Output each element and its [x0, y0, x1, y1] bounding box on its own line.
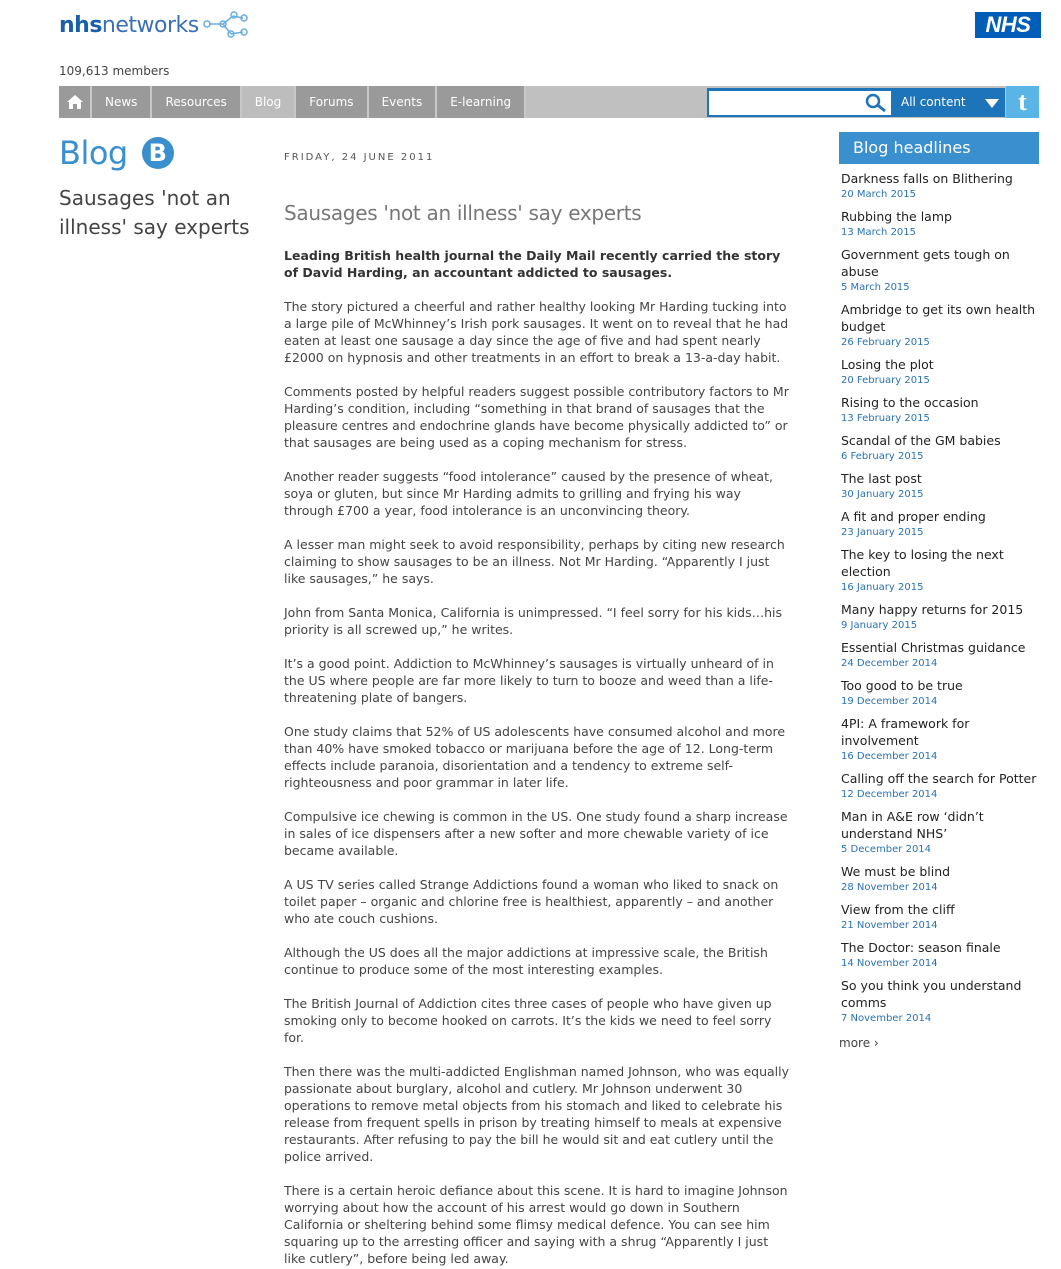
headline-link[interactable]: Ambridge to get its own health budget: [841, 302, 1036, 334]
list-item: [841, 470, 1039, 503]
search-button[interactable]: [861, 91, 891, 115]
blog-icon: B: [142, 137, 174, 169]
headline-link[interactable]: Scandal of the GM babies: [841, 433, 1001, 448]
post-paragraph: Comments posted by helpful readers suggest possible contributory factors to Mr Harding’s condition, including “something in that brand of sausages that the pleasure centres and endochrine glands have become physically addicted to” or that sausages are being used as a coping mechanism for stress.: [284, 384, 789, 450]
post-paragraph: A US TV series called Strange Addictions found a woman who liked to snack on toilet paper – organic and chlorine free is healthiest, apparently – and another who ate couch cushions.: [284, 877, 779, 926]
article: [284, 150, 792, 1267]
headline-date: 16 January 2015: [841, 582, 924, 593]
list-item: [841, 246, 1039, 296]
list-item: [841, 808, 1039, 858]
headline-link[interactable]: Calling off the search for Potter: [841, 771, 1037, 786]
headline-date: 23 January 2015: [841, 527, 924, 538]
post-paragraph: Although the US does all the major addictions at impressive scale, the British continue to produce some of the most interesting examples.: [284, 945, 768, 977]
headline-link[interactable]: Rubbing the lamp: [841, 209, 952, 224]
list-item: [841, 508, 1039, 541]
nav-news[interactable]: News: [92, 86, 150, 118]
search-scope-select[interactable]: [891, 90, 1003, 115]
headline-date: 12 December 2014: [841, 789, 938, 800]
headline-link[interactable]: Darkness falls on Blithering: [841, 171, 1013, 186]
headline-date: 26 February 2015: [841, 337, 930, 348]
headline-link[interactable]: We must be blind: [841, 864, 951, 879]
post-paragraph: John from Santa Monica, California is unimpressed. “I feel sorry for his kids…his priority is all screwed up,” he writes.: [284, 605, 783, 637]
headline-date: 7 November 2014: [841, 1013, 932, 1024]
headline-date: 13 February 2015: [841, 413, 930, 424]
headline-date: 16 December 2014: [841, 751, 938, 762]
post-paragraph: The story pictured a cheerful and rather healthy looking Mr Harding tucking into a large pile of McWhinney’s Irish pork sausages. It went on to reveal that he had eaten at least one sausage a day since the age of five and had spent nearly £2000 on hypnosis and other treatments in an effort to break a 13-a-day habit.: [284, 299, 789, 365]
twitter-icon: t: [1018, 87, 1027, 116]
list-item: [841, 170, 1039, 203]
nhs-badge[interactable]: NHS: [975, 12, 1041, 38]
nav-elearning[interactable]: E-learning: [437, 86, 524, 118]
blog-headlines-sidebar: [839, 132, 1039, 1050]
list-item: [841, 977, 1039, 1027]
headline-link[interactable]: So you think you understand comms: [841, 978, 1022, 1010]
home-icon: [66, 94, 84, 110]
post-side-title: Sausages 'not an illness' say experts: [59, 186, 250, 239]
more-link[interactable]: more ›: [839, 1036, 879, 1050]
section-header: [59, 134, 174, 172]
list-item: [841, 301, 1039, 351]
headline-date: 14 November 2014: [841, 958, 938, 969]
headline-date: 9 January 2015: [841, 620, 918, 631]
headline-date: 21 November 2014: [841, 920, 938, 931]
post-paragraph: A lesser man might seek to avoid responsibility, perhaps by citing new research claiming to show sausages to be an illness. Not Mr Harding. “Apparently I just like sausages,” he says.: [284, 537, 785, 586]
main-nav: [59, 86, 1039, 118]
list-item: [841, 394, 1039, 427]
headline-date: 24 December 2014: [841, 658, 938, 669]
nav-forums[interactable]: Forums: [296, 86, 366, 118]
post-paragraph: It’s a good point. Addiction to McWhinney’s sausages is virtually unheard of in the US where people are far more likely to turn to booze and weed than a life-threatening plate of bangers.: [284, 656, 774, 705]
headline-link[interactable]: Essential Christmas guidance: [841, 640, 1026, 655]
list-item: [841, 939, 1039, 972]
nav-resources[interactable]: Resources: [152, 86, 239, 118]
nav-home[interactable]: [59, 86, 90, 118]
headline-link[interactable]: View from the cliff: [841, 902, 955, 917]
headline-list: [839, 170, 1039, 1027]
list-item: [841, 715, 1039, 765]
list-item: [841, 901, 1039, 934]
headline-link[interactable]: Rising to the occasion: [841, 395, 979, 410]
headline-date: 5 March 2015: [841, 282, 910, 293]
post-paragraph: Another reader suggests “food intolerance” caused by the presence of wheat, soya or gluten, but since Mr Harding admits to grilling and frying his way through £700 a year, food intolerance is an unconvincing theory.: [284, 469, 773, 518]
search-scope-label: All content: [901, 95, 966, 109]
headline-link[interactable]: Too good to be true: [841, 678, 963, 693]
search-input[interactable]: [709, 91, 861, 115]
network-molecule-icon: [201, 10, 249, 40]
headline-link[interactable]: The Doctor: season finale: [841, 940, 1001, 955]
post-paragraph: The British Journal of Addiction cites three cases of people who have given up smoking only to become hooked on carrots. It’s the kids we need to feel sorry for.: [284, 996, 772, 1045]
chevron-down-icon: [985, 99, 999, 108]
search-bar: [707, 88, 1005, 117]
list-item: [841, 356, 1039, 389]
headline-link[interactable]: Man in A&E row ‘didn’t understand NHS’: [841, 809, 984, 841]
post-date: FRIDAY, 24 JUNE 2011: [284, 152, 435, 163]
logo-wordmark: nhsnetworks: [59, 12, 199, 38]
headline-link[interactable]: A fit and proper ending: [841, 509, 986, 524]
post-lead: Leading British health journal the Daily Mail recently carried the story of David Harding, an accountant addicted to sausages.: [284, 248, 781, 280]
nhs-networks-logo[interactable]: [59, 8, 249, 42]
list-item: [841, 208, 1039, 241]
list-item: [841, 432, 1039, 465]
list-item: [841, 639, 1039, 672]
post-paragraph: Compulsive ice chewing is common in the US. One study found a sharp increase in sales of ice dispensers after a new softer and more chewable variety of ice became available.: [284, 809, 788, 858]
headline-date: 20 March 2015: [841, 189, 917, 200]
search-icon: [864, 93, 888, 113]
headline-date: 5 December 2014: [841, 844, 932, 855]
headline-link[interactable]: The last post: [841, 471, 922, 486]
nav-events[interactable]: Events: [369, 86, 436, 118]
list-item: [841, 546, 1039, 596]
list-item: [841, 601, 1039, 634]
headline-date: 13 March 2015: [841, 227, 917, 238]
headline-date: 30 January 2015: [841, 489, 924, 500]
headline-link[interactable]: Losing the plot: [841, 357, 934, 372]
headline-link[interactable]: Government gets tough on abuse: [841, 247, 1010, 279]
member-count: 109,613 members: [59, 64, 170, 78]
section-title: Blog: [59, 134, 128, 172]
post-paragraph: Then there was the multi-addicted Englishman named Johnson, who was equally passionate about burglary, alcohol and cutlery. Mr Johnson underwent 30 operations to remove metal objects from his stomach and liked to celebrate his release from frequent spells in prison by treating himself to meals at expensive restaurants. After refusing to pay the bill he would sit and eat cutlery until the police arrived.: [284, 1064, 789, 1164]
headline-link[interactable]: Many happy returns for 2015: [841, 602, 1024, 617]
post-headline: Sausages 'not an illness' say experts: [284, 201, 642, 225]
headline-date: 20 February 2015: [841, 375, 930, 386]
post-paragraph: There is a certain heroic defiance about this scene. It is hard to imagine Johnson worrying about how the account of his arrest would go down in Southern California or sheltering behind some flimsy medical defence. You can see him squaring up to the arresting officer and saying with a shrug “Apparently I just like cutlery”, before being led away.: [284, 1183, 788, 1266]
twitter-button[interactable]: [1006, 86, 1039, 118]
headline-link[interactable]: The key to losing the next election: [841, 547, 1004, 579]
headline-date: 19 December 2014: [841, 696, 938, 707]
post-paragraph: One study claims that 52% of US adolescents have consumed alcohol and more than 40% have smoked tobacco or marijuana before the age of 12. Long-term effects include paranoia, disorientation and a tendency to extreme self-righteousness and poor grammar in later life.: [284, 724, 786, 790]
list-item: [841, 677, 1039, 710]
headline-date: 28 November 2014: [841, 882, 938, 893]
list-item: [841, 770, 1039, 803]
sidebar-title: Blog headlines: [839, 132, 1039, 164]
headline-link[interactable]: 4PI: A framework for involvement: [841, 716, 970, 748]
nav-blog[interactable]: Blog: [242, 86, 295, 118]
list-item: [841, 863, 1039, 896]
headline-date: 6 February 2015: [841, 451, 924, 462]
